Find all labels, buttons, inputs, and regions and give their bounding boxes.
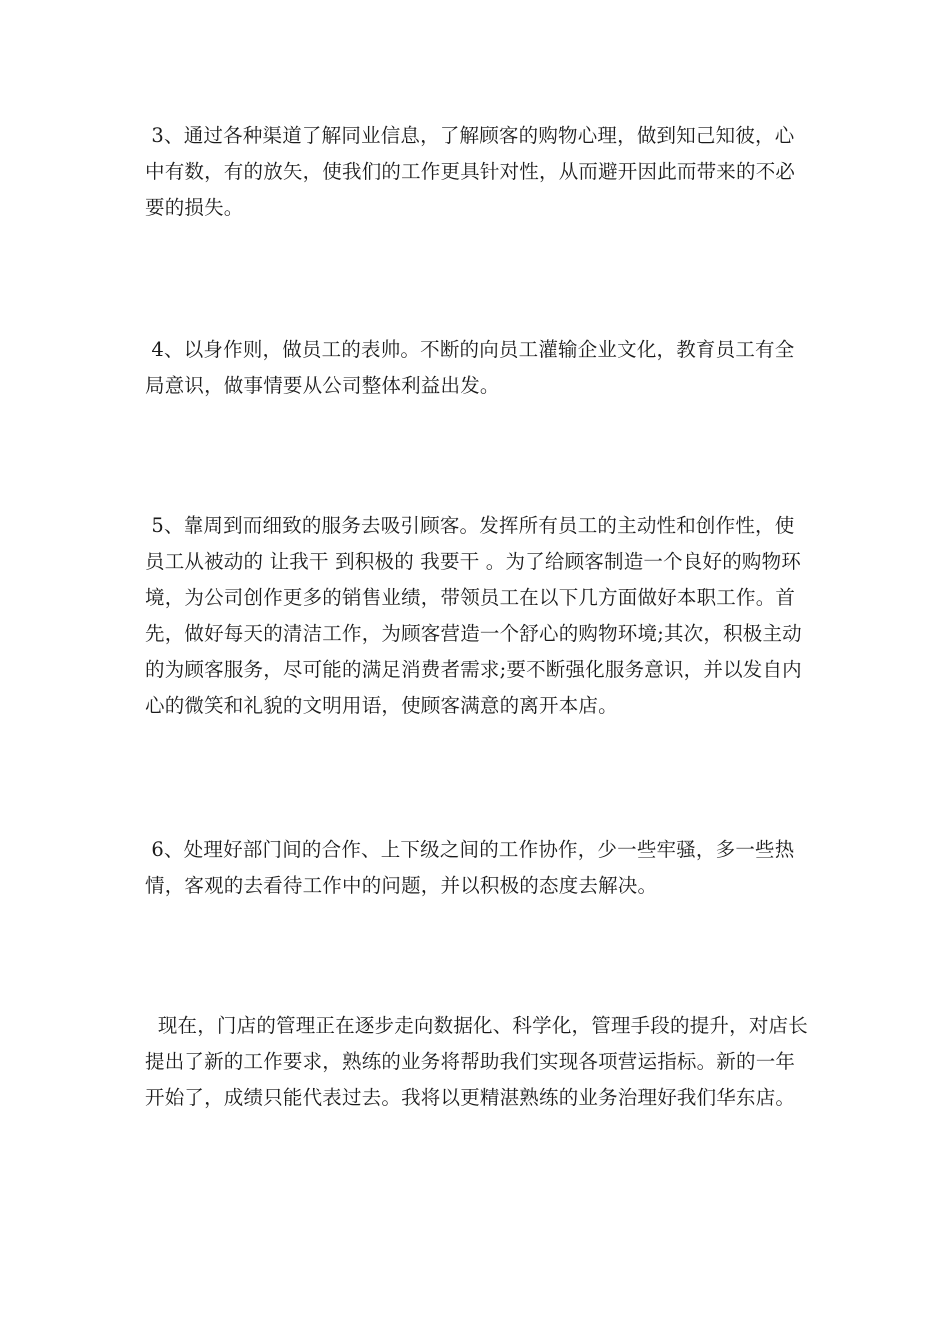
paragraph-item-5: 5、靠周到而细致的服务去吸引顾客。发挥所有员工的主动性和创作性，使员工从被动的 让我干 到积极的 我要干 。为了给顾客制造一个良好的购物环境，为公司创作更多的销售业绩，带领员工在以下几方面做好本职工作。首先，做好每天的清洁工作，为顾客营造一个舒心的购物环境;其次，积极主动的为顾客服务，尽可能的满足消费者需求;要不断强化服务意识，并以发自内心的微笑和礼貌的文明用语，使顾客满意的离开本店。 <box>145 514 802 717</box>
paragraph-item-3: 3、通过各种渠道了解同业信息，了解顾客的购物心理，做到知己知彼，心中有数，有的放矢，使我们的工作更具针对性，从而避开因此而带来的不必要的损失。 <box>145 124 796 219</box>
paragraph-item-6: 6、处理好部门间的合作、上下级之间的工作协作，少一些牢骚，多一些热情，客观的去看待工作中的问题，并以积极的态度去解决。 <box>145 838 795 897</box>
paragraph-item-4: 4、以身作则，做员工的表帅。不断的向员工灌输企业文化，教育员工有全局意识，做事情要从公司整体利益出发。 <box>145 338 795 397</box>
paragraph-closing: 现在，门店的管理正在逐步走向数据化、科学化，管理手段的提升，对店长提出了新的工作要求，熟练的业务将帮助我们实现各项营运指标。新的一年开始了，成绩只能代表过去。我将以更精湛熟练的业务治理好我们华东店。 <box>145 1014 808 1109</box>
